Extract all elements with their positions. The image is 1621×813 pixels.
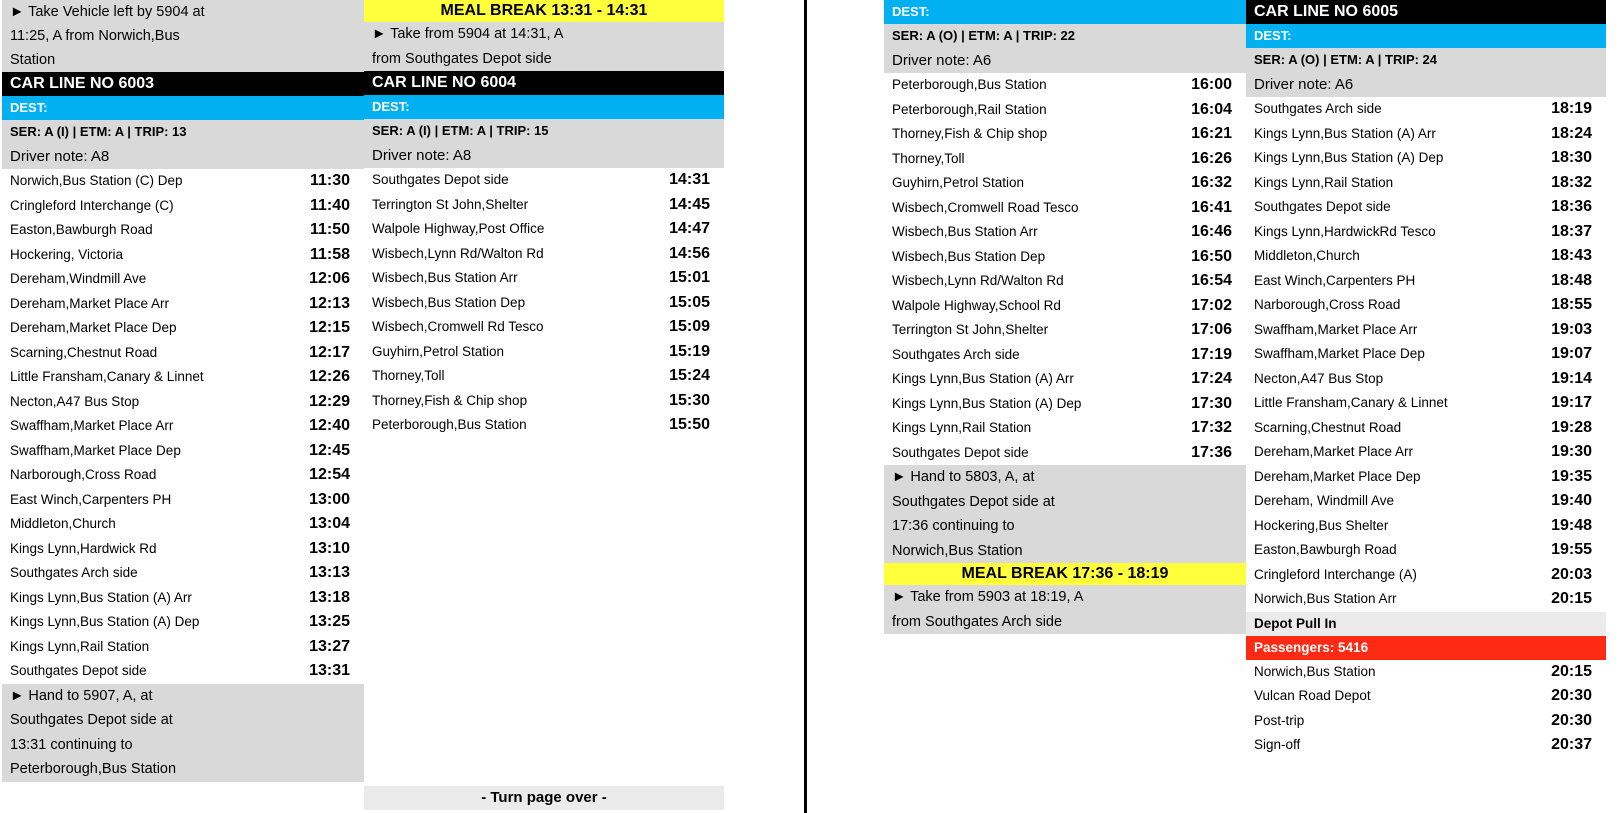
stop-name: Wisbech,Bus Station Dep [892, 248, 1046, 264]
end-row [1246, 684, 1606, 709]
hand-over-note [884, 465, 1246, 563]
stop-time: 16:41 [1191, 198, 1232, 216]
stop-name: Dereham,Market Place Arr [10, 295, 170, 311]
stop-time: 15:24 [669, 367, 710, 384]
stop-row [2, 218, 364, 243]
end-row [1246, 733, 1606, 758]
stop-row [364, 266, 724, 291]
stop-name: Kings Lynn,HardwickRd Tesco [1254, 223, 1436, 239]
stop-time: 17:32 [1191, 419, 1232, 436]
stop-name: Hockering, Victoria [10, 246, 124, 262]
stop-row [2, 169, 364, 194]
hand-line: Southgates Depot side at [10, 712, 173, 728]
stop-name: Southgates Depot side [10, 663, 147, 678]
stop-row [2, 414, 364, 439]
driver-note: Driver note: A8 [2, 144, 364, 169]
stop-row [364, 193, 724, 218]
stop-list [364, 168, 724, 438]
stop-name: Scarning,Chestnut Road [1254, 419, 1402, 435]
stop-name: Swaffham,Market Place Arr [10, 418, 174, 433]
stop-time: 19:28 [1551, 418, 1592, 436]
stop-row [2, 610, 364, 635]
stop-name: Thorney,Fish & Chip shop [372, 392, 528, 408]
stop-time: 18:55 [1551, 296, 1592, 313]
stop-row [364, 168, 724, 193]
stop-time: 15:30 [669, 391, 710, 409]
driver-note: Driver note: A6 [884, 48, 1246, 73]
stop-name: Middleton,Church [1254, 248, 1360, 263]
stop-name: Wisbech,Cromwell Rd Tesco [372, 319, 544, 334]
stop-row [1246, 465, 1606, 490]
stop-time: 20:03 [1551, 565, 1592, 583]
stop-time: 18:48 [1551, 271, 1592, 289]
take-line: 11:25, A from Norwich,Bus [10, 28, 180, 44]
stop-row [364, 315, 724, 340]
stop-time: 20:30 [1551, 711, 1592, 729]
stop-name: Wisbech,Bus Station Arr [892, 224, 1038, 239]
end-row [1246, 709, 1606, 734]
stop-row [1246, 122, 1606, 147]
stop-name: Guyhirn,Petrol Station [372, 343, 505, 359]
stop-row [1246, 220, 1606, 245]
stop-time: 18:24 [1551, 124, 1592, 142]
hand-line: 17:36 continuing to [892, 518, 1015, 534]
stop-name: Swaffham,Market Place Arr [1254, 321, 1418, 337]
stop-name: Vulcan Road Depot [1254, 688, 1371, 703]
stop-time: 16:32 [1191, 174, 1232, 191]
stop-name: Peterborough,Bus Station [892, 77, 1047, 92]
stop-time: 17:19 [1191, 345, 1232, 363]
stop-row [2, 512, 364, 537]
stop-name: East Winch,Carpenters PH [1254, 272, 1416, 288]
stop-row [884, 196, 1246, 221]
stop-time: 12:54 [309, 466, 350, 483]
stop-row [2, 243, 364, 268]
stop-row [1246, 367, 1606, 392]
stop-time: 14:45 [669, 195, 710, 213]
stop-row [2, 316, 364, 341]
stop-row [2, 267, 364, 292]
stop-time: 19:40 [1551, 492, 1592, 509]
stop-name: Little Fransham,Canary & Linnet [10, 369, 204, 384]
hand-line: Peterborough,Bus Station [10, 761, 177, 777]
stop-name: Kings Lynn,Bus Station (A) Arr [892, 371, 1074, 386]
page-divider [804, 0, 807, 813]
stop-name: Hockering,Bus Shelter [1254, 517, 1389, 533]
take-line: Station [10, 52, 56, 68]
stop-name: Middleton,Church [10, 516, 116, 531]
stop-name: Southgates Arch side [892, 346, 1020, 362]
stop-time: 13:04 [309, 515, 350, 532]
column-1 [2, 0, 364, 782]
meal-break-banner: MEAL BREAK 13:31 - 14:31 [364, 0, 724, 22]
stop-name: Cringleford Interchange (A) [1254, 566, 1417, 582]
stop-row [2, 537, 364, 562]
stop-name: Guyhirn,Petrol Station [892, 175, 1025, 190]
stop-row [1246, 391, 1606, 416]
hand-line: ► Hand to 5907, A, at [10, 687, 153, 704]
stop-row [2, 365, 364, 390]
stop-name: Little Fransham,Canary & Linnet [1254, 395, 1448, 410]
stop-row [884, 269, 1246, 294]
stop-row [1246, 563, 1606, 588]
stop-name: Southgates Arch side [1254, 101, 1382, 116]
stop-name: Wisbech,Lynn Rd/Walton Rd [892, 273, 1064, 288]
car-line-header: CAR LINE NO 6004 [364, 71, 724, 95]
stop-row [2, 463, 364, 488]
stop-name: Necton,A47 Bus Stop [10, 393, 140, 409]
stop-name: Southgates Depot side [892, 444, 1029, 460]
stop-row [884, 318, 1246, 343]
service-info: SER: A (I) | ETM: A | TRIP: 13 [2, 120, 364, 144]
take-line: from Southgates Arch side [892, 613, 1063, 630]
meal-break-banner: MEAL BREAK 17:36 - 18:19 [884, 563, 1246, 585]
car-line-header: CAR LINE NO 6005 [1246, 0, 1606, 24]
stop-time: 17:06 [1191, 321, 1232, 338]
stop-row [1246, 146, 1606, 171]
dest-header: DEST: [2, 96, 364, 120]
stop-row [884, 73, 1246, 98]
dest-header: DEST: [364, 95, 724, 119]
stop-row [364, 389, 724, 414]
stop-list [884, 73, 1246, 465]
stop-time: 19:17 [1551, 394, 1592, 411]
stop-name: Dereham,Market Place Arr [1254, 444, 1414, 459]
column-4 [1246, 0, 1606, 758]
stop-row [884, 171, 1246, 196]
stop-time: 14:56 [669, 244, 710, 262]
stop-name: Peterborough,Rail Station [892, 101, 1047, 117]
stop-row [1246, 293, 1606, 318]
stop-name: Thorney,Toll [372, 368, 445, 383]
stop-time: 15:19 [669, 342, 710, 360]
stop-name: Necton,A47 Bus Stop [1254, 370, 1384, 386]
stop-row [1246, 416, 1606, 441]
stop-time: 12:40 [309, 417, 350, 434]
stop-time: 13:31 [309, 662, 350, 679]
car-line-header: CAR LINE NO 6003 [2, 72, 364, 96]
stop-time: 13:25 [309, 613, 350, 630]
stop-time: 17:30 [1191, 394, 1232, 412]
stop-row [884, 367, 1246, 392]
stop-name: Narborough,Cross Road [1254, 297, 1401, 312]
stop-name: Kings Lynn,Rail Station [892, 420, 1032, 435]
driver-note: Driver note: A6 [1246, 72, 1606, 97]
stop-name: Walpole Highway,School Rd [892, 297, 1061, 313]
stop-row [884, 343, 1246, 368]
take-vehicle-note [2, 0, 364, 72]
stop-time: 15:05 [669, 293, 710, 311]
stop-name: Dereham, Windmill Ave [1254, 493, 1395, 508]
stop-name: Thorney,Fish & Chip shop [892, 126, 1048, 141]
stop-row [884, 441, 1246, 466]
stop-row [1246, 587, 1606, 612]
hand-over-note [2, 684, 364, 782]
stop-name: Sign-off [1254, 737, 1301, 752]
stop-time: 12:29 [309, 392, 350, 410]
stop-row [2, 390, 364, 415]
passengers-badge: Passengers: 5416 [1246, 636, 1606, 660]
stop-time: 16:50 [1191, 247, 1232, 265]
stop-time: 18:19 [1551, 100, 1592, 117]
dest-header: DEST: [1246, 24, 1606, 48]
stop-time: 20:15 [1551, 590, 1592, 607]
stop-time: 14:31 [669, 171, 710, 188]
stop-time: 19:07 [1551, 345, 1592, 362]
stop-row [2, 586, 364, 611]
stop-time: 13:27 [309, 637, 350, 655]
stop-name: Kings Lynn,Bus Station (A) Dep [892, 395, 1082, 411]
stop-row [364, 242, 724, 267]
stop-time: 12:13 [309, 294, 350, 312]
take-line: ► Take Vehicle left by 5904 at [10, 4, 205, 20]
stop-row [364, 217, 724, 242]
stop-row [1246, 489, 1606, 514]
stop-time: 20:37 [1551, 736, 1592, 753]
stop-row [364, 413, 724, 438]
driver-note: Driver note: A8 [364, 143, 724, 168]
stop-time: 12:06 [309, 270, 350, 287]
stop-row [1246, 269, 1606, 294]
stop-time: 14:47 [669, 220, 710, 237]
stop-name: Kings Lynn,Bus Station (A) Dep [1254, 150, 1444, 165]
column-2 [364, 0, 724, 438]
stop-name: Kings Lynn,Rail Station [10, 638, 150, 654]
stop-name: East Winch,Carpenters PH [10, 491, 172, 507]
stop-name: Southgates Arch side [10, 565, 138, 580]
take-from-note [364, 22, 724, 71]
stop-time: 11:50 [309, 221, 350, 238]
stop-name: Swaffham,Market Place Dep [1254, 346, 1425, 361]
stop-name: Easton,Bawburgh Road [1254, 542, 1397, 557]
stop-time: 20:30 [1551, 687, 1592, 704]
stop-time: 17:36 [1191, 443, 1232, 461]
stop-row [364, 340, 724, 365]
stop-row [884, 147, 1246, 172]
stop-time: 13:18 [309, 588, 350, 606]
dest-header: DEST: [884, 0, 1246, 24]
stop-row [2, 194, 364, 219]
service-info: SER: A (O) | ETM: A | TRIP: 24 [1246, 48, 1606, 72]
stop-row [364, 291, 724, 316]
stop-row [884, 98, 1246, 123]
stop-row [1246, 97, 1606, 122]
stop-name: Southgates Depot side [1254, 199, 1391, 214]
stop-name: Thorney,Toll [892, 150, 965, 166]
column-3 [884, 0, 1246, 634]
stop-time: 13:10 [309, 539, 350, 557]
stop-name: Peterborough,Bus Station [372, 417, 527, 432]
stop-row [2, 635, 364, 660]
stop-name: Easton,Bawburgh Road [10, 222, 153, 237]
hand-line: 13:31 continuing to [10, 736, 133, 753]
stop-row [1246, 538, 1606, 563]
hand-line: ► Hand to 5803, A, at [892, 469, 1035, 485]
stop-time: 12:17 [309, 343, 350, 361]
stop-time: 19:55 [1551, 541, 1592, 558]
stop-name: Cringleford Interchange (C) [10, 197, 174, 213]
stop-time: 18:30 [1551, 149, 1592, 166]
stop-time: 15:09 [669, 318, 710, 335]
take-line: ► Take from 5903 at 18:19, A [892, 589, 1084, 605]
stop-time: 18:32 [1551, 173, 1592, 191]
stop-row [2, 561, 364, 586]
stop-name: Walpole Highway,Post Office [372, 221, 545, 236]
stop-time: 19:30 [1551, 443, 1592, 460]
stop-name: Kings Lynn,Bus Station (A) Arr [1254, 125, 1436, 141]
stop-time: 15:01 [669, 269, 710, 286]
stop-time: 19:14 [1551, 369, 1592, 387]
stop-time: 17:24 [1191, 370, 1232, 387]
stop-name: Kings Lynn,Bus Station (A) Arr [10, 589, 192, 605]
stop-time: 16:21 [1191, 125, 1232, 142]
stop-row [2, 292, 364, 317]
stop-row [884, 416, 1246, 441]
stop-name: Kings Lynn,Rail Station [1254, 174, 1394, 190]
stop-name: Wisbech,Bus Station Dep [372, 294, 526, 310]
stop-row [1246, 195, 1606, 220]
stop-row [1246, 514, 1606, 539]
stop-time: 19:35 [1551, 467, 1592, 485]
stop-row [884, 245, 1246, 270]
stop-name: Dereham,Market Place Dep [10, 320, 177, 335]
stop-row [2, 439, 364, 464]
stop-name: Wisbech,Lynn Rd/Walton Rd [372, 245, 544, 261]
stop-name: Southgates Depot side [372, 172, 509, 187]
stop-time: 13:13 [309, 564, 350, 581]
stop-time: 16:26 [1191, 149, 1232, 167]
stop-time: 19:48 [1551, 516, 1592, 534]
stop-row [884, 294, 1246, 319]
stop-name: Terrington St John,Shelter [892, 322, 1049, 337]
stop-name: Post-trip [1254, 712, 1305, 728]
stop-row [1246, 244, 1606, 269]
stop-row [1246, 171, 1606, 196]
stop-time: 16:46 [1191, 223, 1232, 240]
stop-row [2, 341, 364, 366]
depot-pull-in: Depot Pull In [1246, 612, 1606, 636]
stop-name: Scarning,Chestnut Road [10, 344, 158, 360]
stop-time: 18:43 [1551, 247, 1592, 264]
stop-row [1246, 318, 1606, 343]
stop-list [2, 169, 364, 684]
turn-page-over: - Turn page over - [364, 786, 724, 810]
stop-time: 13:00 [309, 490, 350, 508]
stop-name: Dereham,Windmill Ave [10, 271, 147, 286]
stop-name: Dereham,Market Place Dep [1254, 468, 1421, 484]
hand-line: Norwich,Bus Station [892, 542, 1023, 559]
take-line: from Southgates Depot side [372, 50, 552, 67]
stop-row [884, 122, 1246, 147]
stop-time: 16:04 [1191, 100, 1232, 118]
stop-time: 20:15 [1551, 662, 1592, 680]
stop-time: 11:40 [309, 196, 350, 214]
stop-time: 12:15 [309, 319, 350, 336]
stop-time: 18:37 [1551, 222, 1592, 240]
stop-time: 15:50 [669, 416, 710, 433]
stop-time: 11:30 [309, 172, 350, 189]
stop-row [884, 220, 1246, 245]
stop-name: Swaffham,Market Place Dep [10, 442, 181, 458]
end-list [1246, 660, 1606, 758]
stop-time: 11:58 [309, 245, 350, 263]
stop-name: Narborough,Cross Road [10, 467, 157, 482]
stop-time: 17:02 [1191, 296, 1232, 314]
stop-name: Norwich,Bus Station Arr [1254, 591, 1397, 606]
stop-time: 18:36 [1551, 198, 1592, 215]
stop-row [1246, 342, 1606, 367]
stop-time: 12:26 [309, 368, 350, 385]
stop-time: 12:45 [309, 441, 350, 459]
stop-name: Terrington St John,Shelter [372, 196, 529, 212]
stop-row [2, 488, 364, 513]
stop-name: Kings Lynn,Bus Station (A) Dep [10, 614, 200, 629]
stop-time: 19:03 [1551, 320, 1592, 338]
stop-time: 16:00 [1191, 76, 1232, 93]
stop-name: Kings Lynn,Hardwick Rd [10, 540, 157, 556]
take-from-note [884, 585, 1246, 634]
end-row [1246, 660, 1606, 685]
stop-time: 16:54 [1191, 272, 1232, 289]
stop-name: Norwich,Bus Station (C) Dep [10, 173, 183, 188]
stop-list [1246, 97, 1606, 612]
hand-line: Southgates Depot side at [892, 493, 1055, 510]
stop-name: Wisbech,Bus Station Arr [372, 270, 518, 285]
service-info: SER: A (O) | ETM: A | TRIP: 22 [884, 24, 1246, 48]
stop-name: Wisbech,Cromwell Road Tesco [892, 199, 1079, 215]
service-info: SER: A (I) | ETM: A | TRIP: 15 [364, 119, 724, 143]
stop-row [884, 392, 1246, 417]
stop-row [364, 364, 724, 389]
stop-row [2, 659, 364, 684]
stop-row [1246, 440, 1606, 465]
stop-name: Norwich,Bus Station [1254, 663, 1376, 679]
take-line: ► Take from 5904 at 14:31, A [372, 26, 564, 42]
